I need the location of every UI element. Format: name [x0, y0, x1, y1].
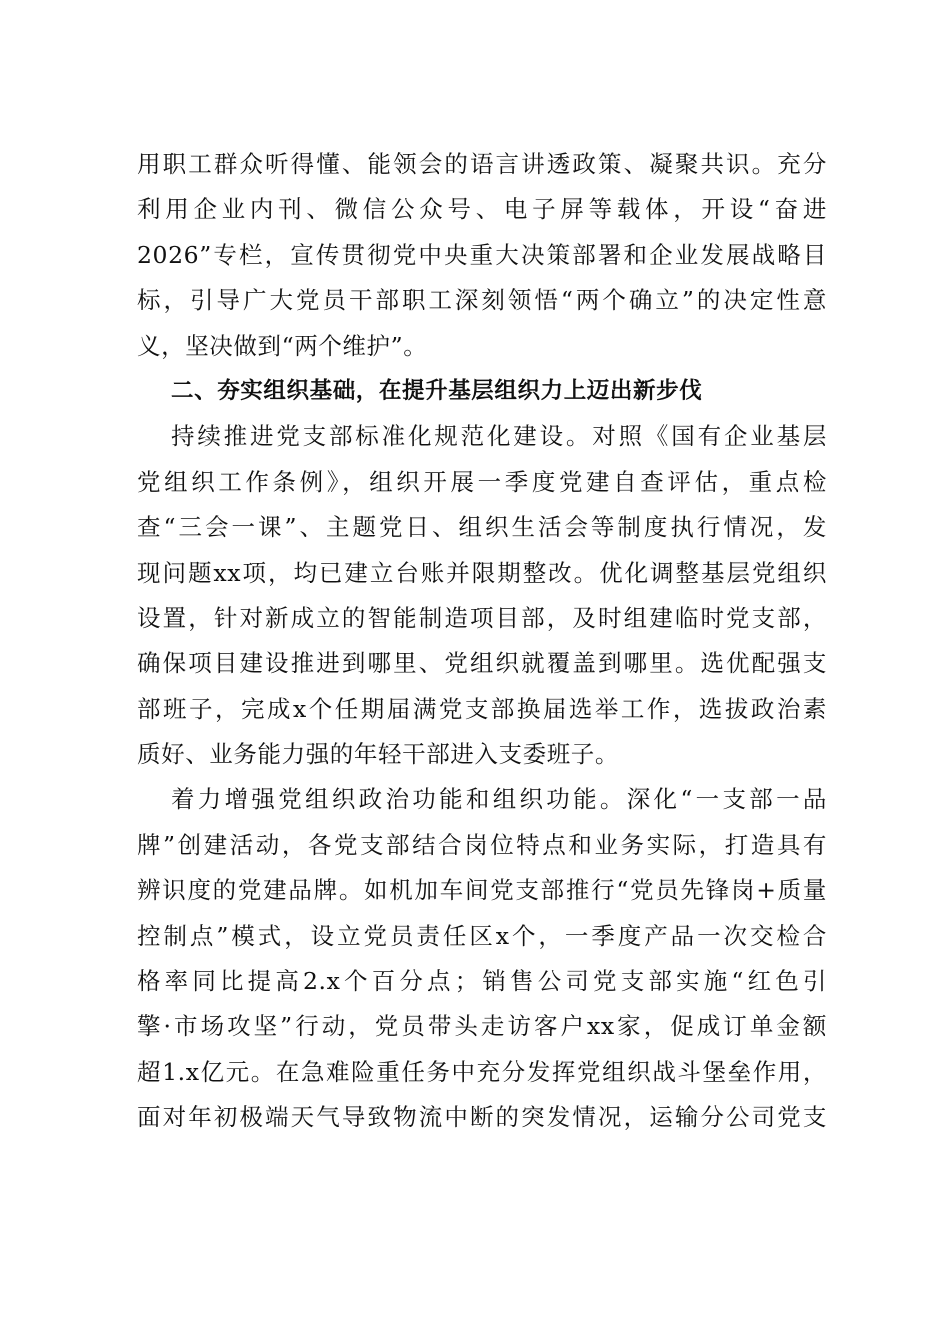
- body-line: 控制点”模式，设立党员责任区x个，一季度产品一次交检合: [137, 921, 827, 950]
- body-line: 标，引导广大党员干部职工深刻领悟“两个确立”的决定性意: [137, 286, 827, 315]
- paragraph-first-line: 着力增强党组织政治功能和组织功能。深化“一支部一品: [171, 785, 827, 814]
- body-line: 义，坚决做到“两个维护”。: [137, 331, 428, 360]
- body-line: 格率同比提高2.x个百分点；销售公司党支部实施“红色引: [137, 967, 827, 996]
- paragraph-first-line: 持续推进党支部标准化规范化建设。对照《国有企业基层: [171, 422, 827, 451]
- body-line: 超1.x亿元。在急难险重任务中充分发挥党组织战斗堡垒作用，: [137, 1057, 827, 1086]
- body-line: 牌”创建活动，各党支部结合岗位特点和业务实际，打造具有: [137, 830, 827, 859]
- body-line: 设置，针对新成立的智能制造项目部，及时组建临时党支部，: [137, 603, 827, 632]
- body-line: 部班子，完成x个任期届满党支部换届选举工作，选拔政治素: [137, 694, 827, 723]
- body-line: 确保项目建设推进到哪里、党组织就覆盖到哪里。选优配强支: [137, 649, 827, 678]
- body-line: 面对年初极端天气导致物流中断的突发情况，运输分公司党支: [137, 1103, 827, 1132]
- section-heading: 二、夯实组织基础，在提升基层组织力上迈出新步伐: [171, 377, 703, 404]
- body-line: 现问题xx项，均已建立台账并限期整改。优化调整基层党组织: [137, 558, 827, 587]
- body-line: 查“三会一课”、主题党日、组织生活会等制度执行情况，发: [137, 513, 827, 542]
- document-body: [137, 142, 827, 1141]
- body-line: 质好、业务能力强的年轻干部进入支委班子。: [137, 740, 619, 769]
- body-line: 利用企业内刊、微信公众号、电子屏等载体，开设“奋进: [137, 195, 827, 224]
- body-line: 党组织工作条例》，组织开展一季度党建自查评估，重点检: [137, 467, 827, 496]
- body-line: 擎·市场攻坚”行动，党员带头走访客户xx家，促成订单金额: [137, 1012, 827, 1041]
- body-line: 2026”专栏，宣传贯彻党中央重大决策部署和企业发展战略目: [137, 240, 827, 269]
- body-line: 用职工群众听得懂、能领会的语言讲透政策、凝聚共识。充分: [137, 150, 827, 178]
- body-line: 辨识度的党建品牌。如机加车间党支部推行“党员先锋岗+质量: [137, 876, 827, 905]
